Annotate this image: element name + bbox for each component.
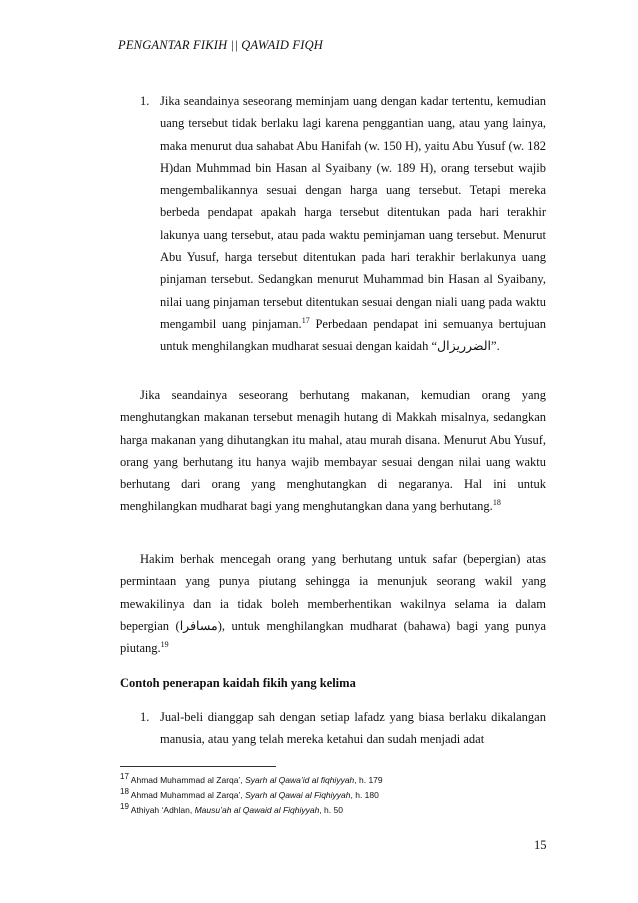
footnote-author: Ahmad Muhammad al Zarqa’,: [128, 790, 246, 800]
footnote-ref-19[interactable]: 19: [160, 640, 169, 650]
footnote-number: 18: [120, 787, 129, 797]
footnote-page: , h. 50: [319, 805, 343, 815]
section-heading: Contoh penerapan kaidah fikih yang kelima: [120, 676, 356, 690]
numbered-list-2: [120, 706, 546, 751]
list-item-text: Jika seandainya seseorang meminjam uang dengan kadar tertentu, kemudian uang tersebut tidak berlaku lagi karena penggantian uang, atau yang lainya, maka menurut dua sahabat Abu Hanifah (w. 150 H), yaitu Abu Yusuf (w. 182 H)dan Muhmmad bin Hasan al Syaibany (w. 189 H), orang tersebut wajib mengembalikannya sesuai dengan harga uang tersebut. Tetapi mereka berbeda pendapat apakah harga tersebut ditentukan pada hari terakhir lakunya uang tersebut, atau pada waktu peminjaman uang tersebut. Menurut Abu Yusuf, harga tersebut ditentukan pada hari terakhir berlakunya uang pinjaman tersebut. Sedangkan menurut Muhammad bin Hasan al Syaibany, nilai uang pinjaman tersebut ditentukan sesuai dengan niali uang pada waktu mengambil uang pinjaman.: [160, 94, 546, 331]
paragraph-text: Jika seandainya seseorang berhutang makanan, kemudian orang yang menghutangkan makanan tersebut menagih hutang di Makkah misalnya, sedangkan harga makanan yang dihutangkan itu mahal, atau murah disana. Menurut Abu Yusuf, orang yang berhutang itu hanya wajib membayar sesuai dengan nilai uang waktu berhutang dari orang yang menghutangkan di negaranya. Hal ini untuk menghilangkan mudharat bagi yang menghutangkan dana yang berhutang.: [120, 388, 546, 514]
paragraph-3: [120, 548, 546, 659]
paragraph-2: [120, 384, 546, 518]
footnote-title: Mausu’ah al Qawaid al Fiqhiyyah: [194, 805, 320, 815]
arabic-term: الضرريزال: [437, 339, 492, 354]
paragraph-text-cont: ), untuk menghilangkan mudharat (bahawa) bagi yang punya piutang.: [120, 618, 546, 656]
footnote-ref-17[interactable]: 17: [301, 315, 310, 325]
arabic-term: مسافرا: [179, 618, 218, 633]
footnote-page: , h. 179: [354, 775, 383, 785]
list-item-text: Jual-beli dianggap sah dengan setiap lafadz yang biasa berlaku dikalangan manusia, atau yang telah mereka ketahui dan sudah menjadi adat: [160, 710, 546, 747]
list-item: [120, 706, 546, 751]
running-header: PENGANTAR FIKIH || QAWAID FIQH: [118, 38, 324, 52]
footnote-ref-18[interactable]: 18: [492, 498, 501, 508]
list-item: [120, 90, 546, 358]
footnote-title: Syarh al Qawa’id al fiqhiyyah: [245, 775, 355, 785]
footnotes: [120, 773, 383, 818]
footnote-title: Syarh al Qawai al Fiqhiyyah: [245, 790, 351, 800]
footnote-author: Athiyah ‘Adhlan,: [128, 805, 195, 815]
footnote-separator: [120, 766, 276, 767]
paragraph-text: Hakim berhak mencegah orang yang berhutang untuk safar (bepergian) atas permintaan yang punya piutang sehingga ia menunjuk seorang wakil yang mewakilinya dan ia tidak boleh memberhentikan wakilnya selama ia dalam bepergian (: [120, 552, 546, 633]
list-item-text-end: ”.: [491, 339, 500, 354]
list-item-text-cont: Perbedaan pendapat ini semuanya bertujuan untuk menghilangkan mudharat sesuai dengan kaidah “: [160, 316, 546, 354]
list-number: 1.: [140, 710, 150, 724]
list-number: 1.: [140, 94, 150, 108]
footnote-page: , h. 180: [350, 790, 379, 800]
footnote-19: [120, 803, 383, 818]
footnote-18: [120, 788, 383, 803]
footnote-number: 19: [120, 802, 129, 812]
numbered-list-1: [120, 90, 546, 358]
footnote-17: [120, 773, 383, 788]
page-number: 15: [534, 838, 547, 852]
footnote-number: 17: [120, 772, 129, 782]
footnote-author: Ahmad Muhammad al Zarqa’,: [128, 775, 246, 785]
